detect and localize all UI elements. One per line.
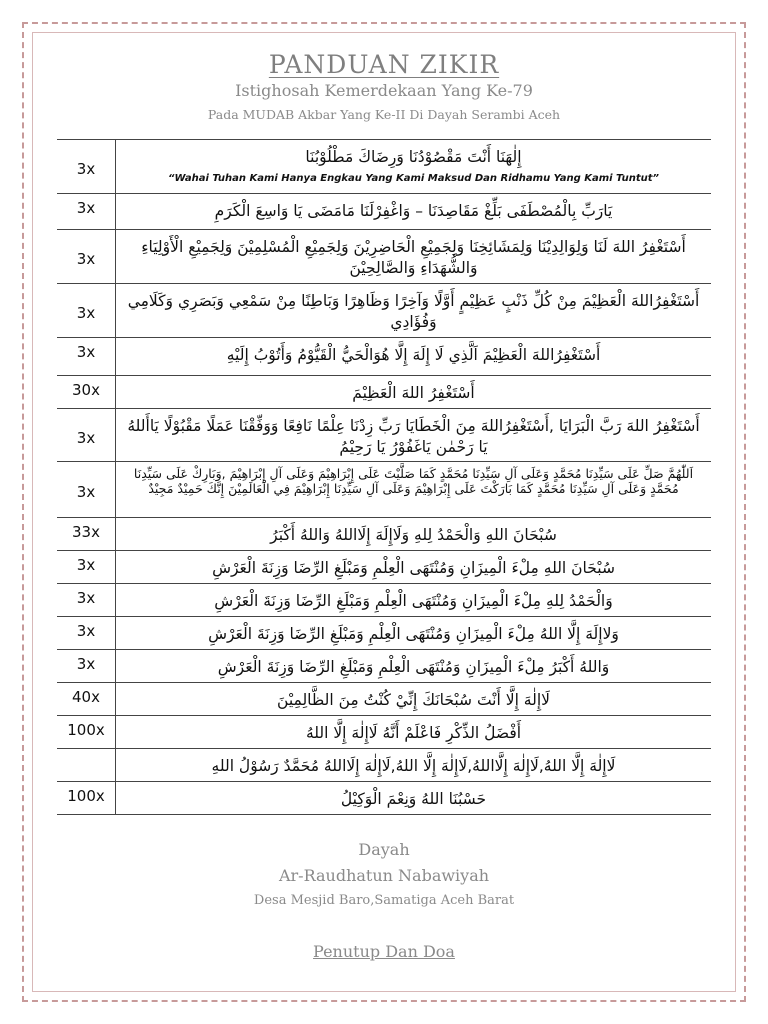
zikir-arabic-cell [116, 337, 712, 375]
zikir-arabic-cell [116, 715, 712, 748]
zikir-row [57, 337, 711, 375]
zikir-row [57, 194, 711, 230]
zikir-count: 3x [57, 617, 116, 650]
zikir-arabic-cell [116, 781, 712, 814]
zikir-count: 3x [57, 650, 116, 683]
zikir-count: 3x [57, 337, 116, 375]
closing-prayer-link: Penutup Dan Doa [313, 942, 455, 961]
zikir-arabic-cell [116, 194, 712, 230]
zikir-arabic-text: أَسْتَغْفِرُ اللهَ لَنَا وَلِوَالِدِيْنَا وَلِمَشَائِخِنَا وَلِجَمِيْعِ الْحَاضِرِيْنَ وَلِجَمِيْعِ الْمُسْلِمِيْنَ وَلِجَمِيْعِ الْأَوْلِيَاءِ وَالشُّهَدَاءِ وَالصَّالِحِيْنَ [141, 238, 686, 277]
zikir-arabic-text: أَفْضَلُ الذِّكْرِ فَاعْلَمْ أَنَّهُ لَاإِلٰهَ إِلَّا اللهُ [305, 723, 522, 742]
zikir-arabic-text: وَلاإِلَهَ إِلَّا اللهُ مِلْءَ الْمِيزَانِ وَمُنْتَهَى الْعِلْمِ وَمَبْلَغِ الرِّضَا وَزِنَةَ الْعَرْشِ [208, 625, 619, 644]
zikir-arabic-text: إِلٰهَنَا أَنْتَ مَقْصُوْدُنَا وَرِضَاكَ مَطْلُوْبُنَا [305, 148, 522, 166]
footer-dayah: Dayah [358, 840, 410, 859]
zikir-arabic-text: أَسْتَغْفِرُ اللهَ الْعَظِيْمَ [352, 383, 475, 402]
zikir-arabic-cell [116, 683, 712, 716]
zikir-count: 3x [57, 194, 116, 230]
zikir-arabic-text: اَللّٰهُمَّ صَلِّ عَلَى سَيِّدِنَا مُحَمَّدٍ وَعَلَى آلِ سَيِّدِنَا مُحَمَّدٍ كَمَا صَلَّيْتَ عَلَى إِبْرَاهِيْمَ وَعَلَى آلِ إِبْرَاهِيْمَ ,وَبَارِكْ عَلَى سَيِّدِنَا مُحَمَّدٍ وَعَلَى آلِ سَيِّدِنَا مُحَمَّدٍ كَمَا بَارَكْتَ عَلَى إِبْرَاهِيْمَ وَعَلَى آلِ سَيِّدِنَا إِبْرَاهِيْمَ فِي الْعَالَمِيْنَ إِنَّكَ حَمِيْدٌ مَجِيْدٌ [133, 466, 694, 497]
zikir-row [57, 683, 711, 716]
zikir-row [57, 230, 711, 284]
zikir-arabic-text: حَسْبُنَا اللهُ وَنِعْمَ الْوَكِيْلُ [340, 789, 487, 808]
zikir-arabic-text: لَاإِلٰهَ إِلَّا اللهُ,لَاإِلٰهَ إِلَّااللهُ,لَاإِلٰهَ إِلَّا اللهُ,لَاإِلٰهَ إِلَااللهُ مُحَمَّدٌ رَسُوْلُ اللهِ [211, 756, 616, 775]
zikir-row [57, 408, 711, 462]
zikir-row [57, 650, 711, 683]
zikir-count: 3x [57, 140, 116, 194]
zikir-arabic-cell [116, 408, 712, 462]
zikir-arabic-cell [116, 650, 712, 683]
zikir-arabic-cell [116, 375, 712, 408]
zikir-count: 3x [57, 551, 116, 584]
zikir-row [57, 781, 711, 814]
zikir-arabic-cell [116, 462, 712, 518]
zikir-arabic-text: يَارَبِّ بِالْمُصْطَفَى بَلِّغْ مَقَاصِدَنَا – وَاغْفِرْلَنَا مَامَضَى يَا وَاسِعَ الْكَرَمِ [214, 202, 613, 220]
event-location: Pada MUDAB Akbar Yang Ke-II Di Dayah Serambi Aceh [207, 107, 561, 122]
zikir-row [57, 518, 711, 551]
zikir-row [57, 617, 711, 650]
zikir-count: 3x [57, 584, 116, 617]
zikir-count: 3x [57, 283, 116, 337]
zikir-row [57, 551, 711, 584]
zikir-row [57, 283, 711, 337]
zikir-arabic-cell [116, 230, 712, 284]
zikir-count: 3x [57, 408, 116, 462]
zikir-arabic-cell [116, 140, 712, 194]
zikir-arabic-text: سُبْحَانَ اللهِ مِلْءَ الْمِيزَانِ وَمُنْتَهَى الْعِلْمِ وَمَبْلَغِ الرِّضَا وَزِنَةَ الْعَرْشِ [212, 559, 615, 578]
zikir-arabic-cell [116, 584, 712, 617]
zikir-arabic-text: سُبْحَانَ اللهِ وَالْحَمْدُ لِلهِ وَلَاإِلَهَ إِلَااللهُ وَاللهُ أَكْبَرُ [270, 526, 557, 545]
zikir-count [57, 748, 116, 781]
page-subtitle: Istighosah Kemerdekaan Yang Ke-79 [235, 81, 533, 100]
footer-school-name: Ar-Raudhatun Nabawiyah [278, 866, 490, 885]
zikir-table [57, 139, 711, 815]
zikir-arabic-text: وَالْحَمْدُ لِلهِ مِلْءَ الْمِيزَانِ وَمُنْتَهَى الْعِلْمِ وَمَبْلَغِ الرِّضَا وَزِنَةَ الْعَرْشِ [214, 592, 613, 611]
zikir-table-body [57, 140, 711, 815]
zikir-arabic-cell [116, 283, 712, 337]
page-title: PANDUAN ZIKIR [268, 50, 500, 79]
zikir-arabic-text: أَسْتَغْفِرُاللهَ الْعَظِيْمَ مِنْ كُلِّ ذَنْبٍ عَظِيْمٍ أَوَّلًا وَآخِرًا وَظَاهِرًا وَبَاطِنًا مِنْ سَمْعِي وَبَصَرِي وَكَلَامِي وَفُؤَادِي [127, 291, 700, 331]
zikir-arabic-text: أَسْتَغْفِرُاللهَ الْعَظِيْمَ اَلَّذِي لَا إِلَهَ إِلَّا هُوَالْحَيُّ الْقَيُّوْمُ وَأَتُوْبُ إِلَيْهِ [226, 345, 601, 364]
zikir-arabic-cell [116, 518, 712, 551]
zikir-count: 100x [57, 715, 116, 748]
zikir-count: 3x [57, 462, 116, 518]
zikir-count: 33x [57, 518, 116, 551]
zikir-count: 3x [57, 230, 116, 284]
zikir-row [57, 584, 711, 617]
zikir-row [57, 375, 711, 408]
zikir-arabic-text: لَاإِلٰهَ إِلَّا أَنْتَ سُبْحَانَكَ إِنِّيْ كُنْتُ مِنَ الظَّالِمِيْنَ [277, 691, 550, 710]
zikir-count: 30x [57, 375, 116, 408]
zikir-count: 100x [57, 781, 116, 814]
zikir-arabic-text: وَاللهُ أَكْبَرُ مِلْءَ الْمِيزَانِ وَمُنْتَهَى الْعِلْمِ وَمَبْلَغِ الرِّضَا وَزِنَةَ الْعَرْشِ [217, 658, 610, 677]
zikir-arabic-cell [116, 748, 712, 781]
zikir-row [57, 748, 711, 781]
zikir-row [57, 140, 711, 194]
zikir-row [57, 715, 711, 748]
zikir-count: 40x [57, 683, 116, 716]
zikir-arabic-cell [116, 551, 712, 584]
footer-address: Desa Mesjid Baro,Samatiga Aceh Barat [253, 893, 515, 908]
zikir-arabic-text: أَسْتَغْفِرُ اللهَ رَبَّ الْبَرَايَا ,أَسْتَغْفِرُاللهَ مِنَ الْخَطَايَا رَبِّ زِدْنَا عِلْمًا نَافِعًا وَوَفِّقْنَا عَمَلًا مَقْبُوْلًا يَاأَللهُ يَا رَحْمٰن يَاغَفُوْرُ يَا رَحِيْمُ [127, 416, 700, 456]
zikir-translation: “Wahai Tuhan Kami Hanya Engkau Yang Kami Maksud Dan Ridhamu Yang Kami Tuntut” [168, 172, 659, 184]
zikir-row [57, 462, 711, 518]
zikir-arabic-cell [116, 617, 712, 650]
